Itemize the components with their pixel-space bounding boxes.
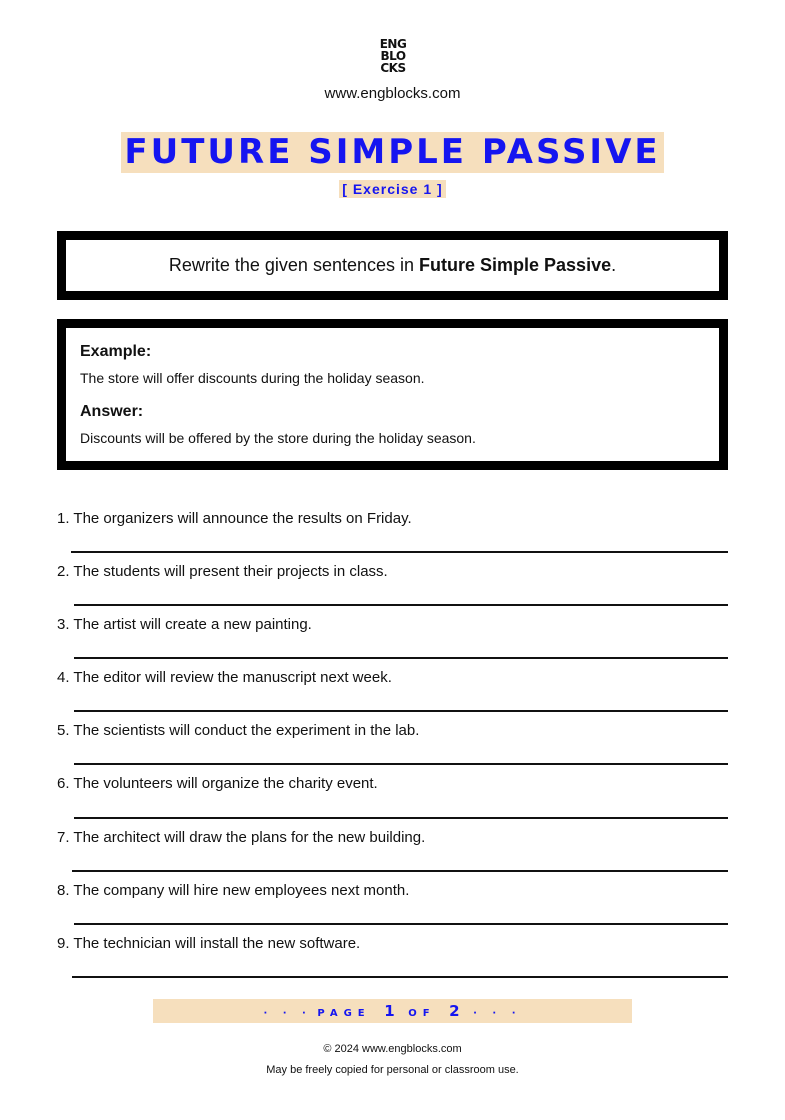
question-item — [57, 500, 728, 553]
answer-line[interactable] — [72, 976, 728, 978]
instruction-emphasis: Future Simple Passive — [419, 255, 612, 275]
example-box — [57, 319, 728, 470]
question-text: 5. The scientists will conduct the experiment in the lab. — [57, 722, 420, 740]
question-text: 2. The students will present their projects in class. — [57, 563, 388, 581]
copyright: © 2024 www.engblocks.com — [323, 1043, 462, 1055]
exercise-label: [ Exercise 1 ] — [339, 180, 446, 198]
question-item — [57, 765, 728, 818]
question-item — [57, 925, 728, 978]
example-label: Example: — [80, 343, 152, 360]
instruction-text — [66, 240, 719, 291]
question-item — [57, 659, 728, 712]
site-url: www.engblocks.com — [324, 85, 461, 102]
example-sentence: The store will offer discounts during the holiday season. — [80, 370, 425, 386]
logo-line-1: ENG — [379, 37, 407, 51]
question-text: 1. The organizers will announce the results on Friday. — [57, 510, 412, 527]
logo-line-2: BLO — [380, 49, 406, 63]
question-text: 3. The artist will create a new painting. — [57, 616, 312, 634]
page-number: 1 — [384, 1002, 395, 1020]
answer-label: Answer: — [80, 403, 144, 420]
dots-right: · · · — [473, 1008, 522, 1019]
logo-line-3: CKS — [380, 61, 406, 75]
page-indicator — [153, 999, 632, 1023]
page-title: FUTURE SIMPLE PASSIVE — [121, 132, 664, 173]
answer-sentence: Discounts will be offered by the store during the holiday season. — [80, 430, 476, 446]
question-text: 7. The architect will draw the plans for the new building. — [57, 828, 426, 846]
page-word: PAGE — [317, 1008, 371, 1019]
of-word: OF — [408, 1008, 436, 1019]
question-item — [57, 712, 728, 765]
question-item — [57, 819, 728, 872]
question-list — [57, 500, 728, 978]
example-content — [66, 328, 719, 461]
engblocks-logo — [376, 38, 410, 74]
question-text: 6. The volunteers will organize the charity event. — [57, 775, 378, 793]
question-item — [57, 872, 728, 925]
question-text: 8. The company will hire new employees next month. — [57, 881, 410, 899]
instruction-prefix: Rewrite the given sentences in — [168, 255, 415, 275]
question-item — [57, 606, 728, 659]
license-note: May be freely copied for personal or classroom use. — [266, 1064, 519, 1076]
question-item — [57, 553, 728, 606]
page-total: 2 — [449, 1002, 460, 1020]
instruction-suffix: . — [611, 255, 617, 275]
dots-left: · · · — [263, 1008, 312, 1019]
question-text: 9. The technician will install the new software. — [57, 934, 361, 952]
question-text: 4. The editor will review the manuscript next week. — [57, 669, 392, 687]
instruction-box — [57, 231, 728, 300]
